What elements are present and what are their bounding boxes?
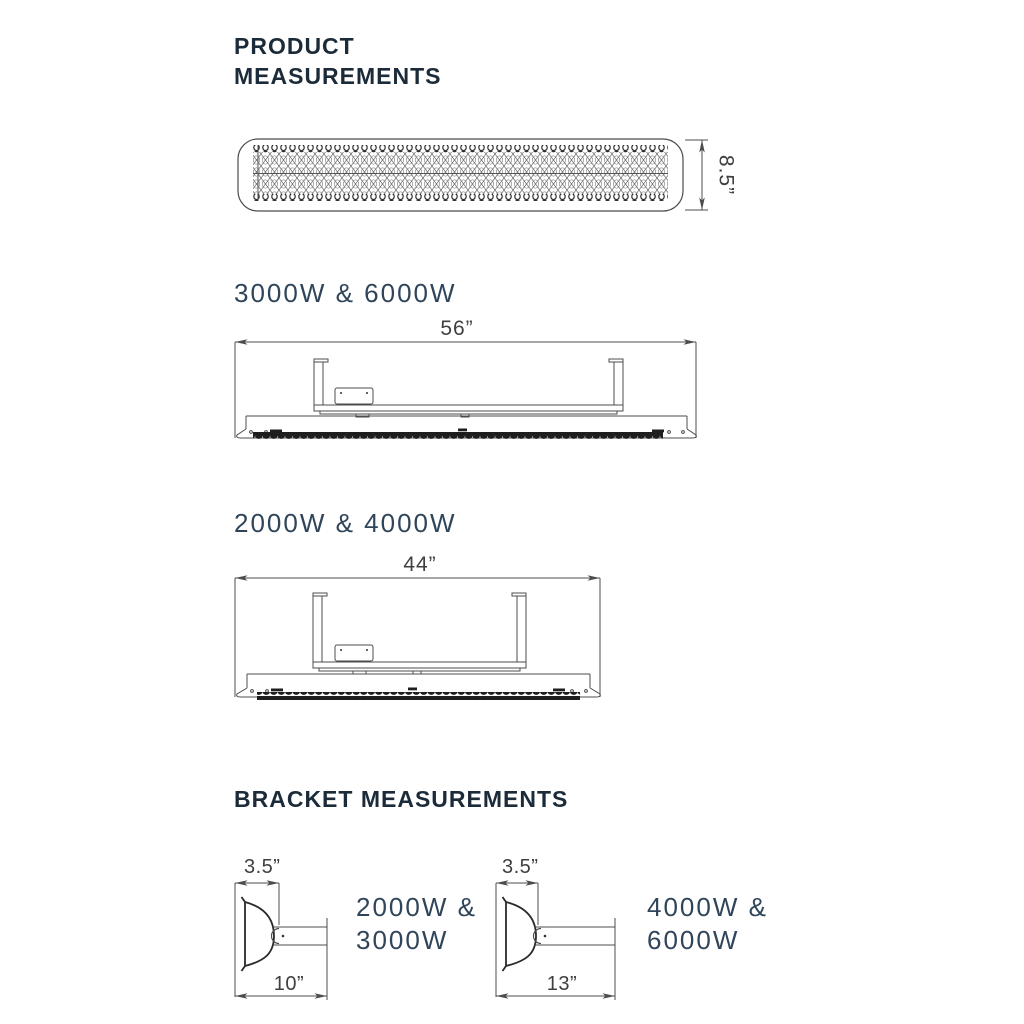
mounting-rail [313, 662, 526, 674]
height-dimension [685, 140, 737, 210]
width-dimension-56 [235, 317, 696, 438]
wall-bracket-dome [503, 897, 537, 971]
length-dimension [496, 953, 615, 1000]
bracket-large-depth-label: 3.5” [502, 856, 539, 878]
bracket-small-length-label: 10” [273, 973, 305, 995]
page-title [234, 31, 442, 91]
bracket-small-diagram [228, 845, 348, 1007]
bracket-small-model-line1: 2000W & [356, 892, 477, 922]
heater-housing [237, 416, 697, 439]
wall-bracket-dome [242, 897, 275, 971]
bracket-large-diagram [488, 845, 633, 1007]
bracket-large-model-label [647, 891, 768, 957]
junction-box [335, 645, 373, 661]
heater-housing [237, 674, 601, 700]
mounting-rail [314, 405, 623, 417]
junction-box [335, 388, 373, 404]
page-title-line1: PRODUCT [234, 33, 355, 59]
bracket-large-length-label: 13” [546, 973, 578, 995]
bracket-small-model-line2: 3000W [356, 925, 449, 955]
bracket-small-depth-label: 3.5” [244, 856, 281, 878]
top-view-56-diagram [225, 312, 725, 442]
bracket-arm [272, 918, 328, 953]
page-title-line2: MEASUREMENTS [234, 63, 442, 89]
front-view-diagram [225, 130, 745, 225]
length-dimension [235, 953, 327, 1000]
bracket-small-model-label [356, 891, 477, 957]
bracket-large-model-line2: 6000W [647, 925, 740, 955]
width-dimension-56-label: 56” [440, 317, 474, 340]
width-dimension-44-label: 44” [403, 553, 437, 576]
mesh-grille [253, 145, 668, 201]
model-label-2000w-4000w: 2000W & 4000W [234, 508, 457, 538]
mounting-arms [314, 359, 623, 405]
height-dimension-label: 8.5” [714, 154, 738, 196]
model-label-3000w-6000w: 3000W & 6000W [234, 278, 457, 308]
bracket-large-model-line1: 4000W & [647, 892, 768, 922]
emitter-mesh-strip [253, 431, 663, 439]
depth-dimension [496, 856, 538, 997]
bracket-arm [534, 918, 616, 953]
bracket-section-title: BRACKET MEASUREMENTS [234, 786, 569, 812]
emitter-mesh-strip [257, 692, 580, 700]
width-dimension-44 [235, 553, 600, 697]
top-view-44-diagram [225, 552, 615, 704]
mounting-arms [313, 593, 526, 662]
